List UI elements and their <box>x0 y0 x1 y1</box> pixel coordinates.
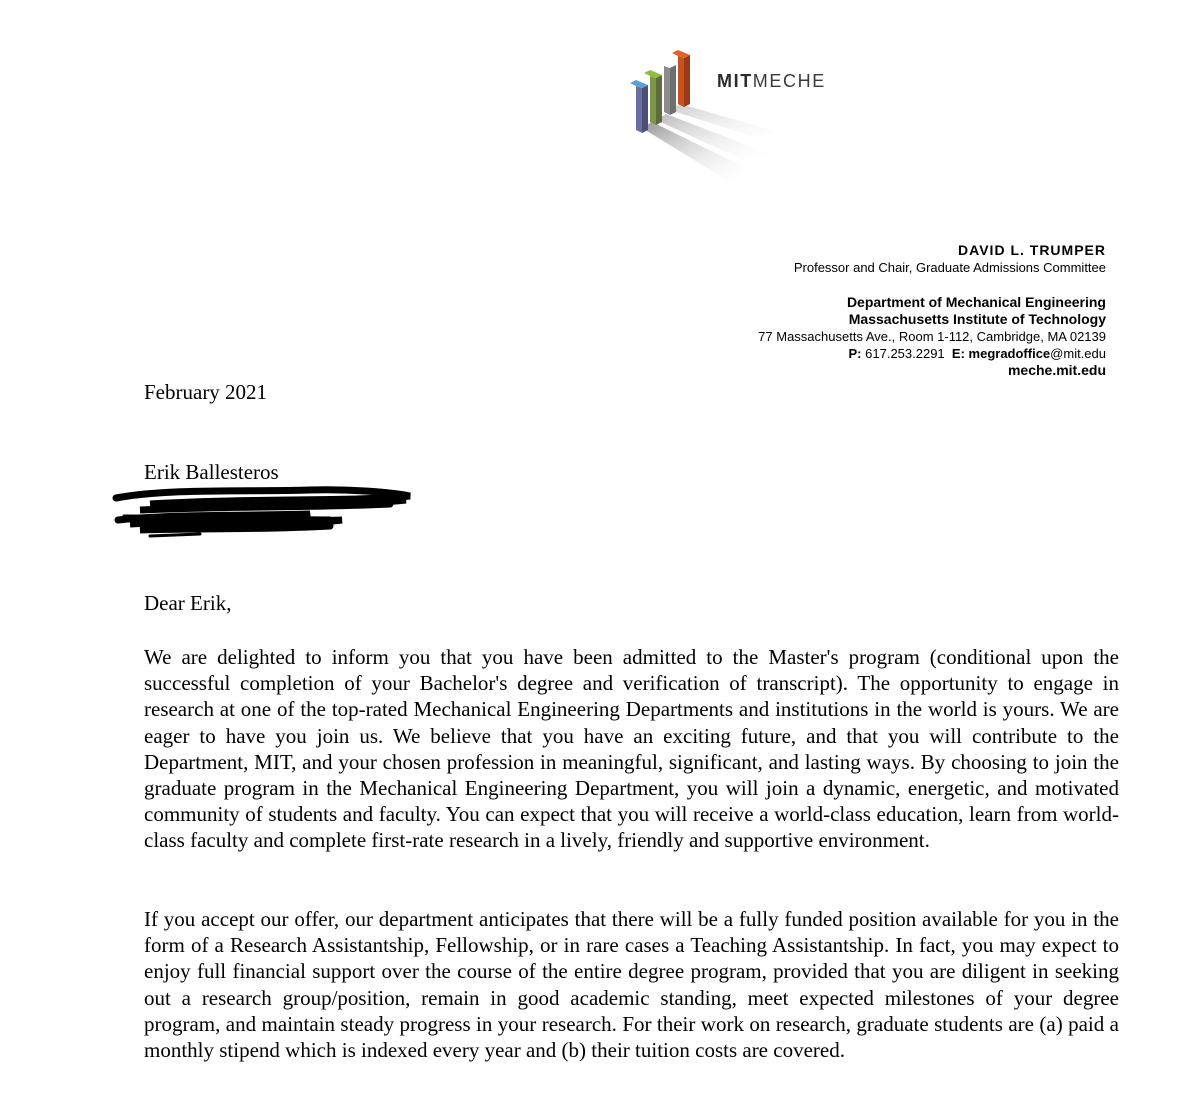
logo-wordmark <box>717 71 826 92</box>
email-user: megradoffice <box>968 346 1051 361</box>
letter-date: February 2021 <box>144 380 268 404</box>
logo-text-meche: MECHE <box>752 71 826 91</box>
redacted-address-scribble <box>110 480 420 542</box>
email-address[interactable] <box>969 346 1106 361</box>
phone-number: 617.253.2291 <box>865 346 945 361</box>
sender-institute: Massachusetts Institute of Technology <box>848 311 1106 327</box>
sender-department: Department of Mechanical Engineering <box>846 294 1106 310</box>
sender-address: 77 Massachusetts Ave., Room 1-112, Cambridge, MA 02139 <box>758 329 1106 344</box>
salutation: Dear Erik, <box>144 591 232 615</box>
sender-title: Professor and Chair, Graduate Admissions Committee <box>793 260 1106 275</box>
sender-contact <box>758 345 1106 362</box>
sender-website[interactable]: meche.mit.edu <box>1007 362 1106 378</box>
phone-label: P: <box>848 346 862 361</box>
email-domain: @mit.edu <box>1050 346 1106 361</box>
sender-name: DAVID L. TRUMPER <box>958 242 1106 258</box>
recipient-name: Erik Ballesteros <box>144 460 279 484</box>
sender-block <box>758 242 1106 379</box>
body-paragraph-2: If you accept our offer, our department anticipates that there will be a fully funded position available for you in the form of a Research Assistantship, Fellowship, or in rare cases a Teaching Assistantship. In fact, you may expect to enjoy full financial support over the course of the entire degree program, provided that you are diligent in seeking out a research group/position, remain in good academic standing, meet expected milestones of your degree program, and maintain steady progress in your research. For their work on research, graduate students are (a) paid a monthly stipend which is indexed every year and (b) their tuition costs are covered. <box>144 907 1119 1063</box>
email-label: E: <box>951 346 965 361</box>
body-paragraph-1: We are delighted to inform you that you have been admitted to the Master's program (conditional upon the successful completion of your Bachelor's degree and verification of transcript). The opportunity to engage in research at one of the top-rated Mechanical Engineering Departments and institutions in the world is yours. We are eager to have you join us. We believe that you have an exciting future, and that you will contribute to the Department, MIT, and your chosen profession in meaningful, significant, and lasting ways. By choosing to join the graduate program in the Mechanical Engineering Department, you will join a dynamic, energetic, and motivated community of students and faculty. You can expect that you will receive a world-class education, learn from world-class faculty and complete first-rate research in a lively, friendly and supportive environment. <box>144 645 1119 853</box>
logo-text-mit: MIT <box>717 71 753 91</box>
